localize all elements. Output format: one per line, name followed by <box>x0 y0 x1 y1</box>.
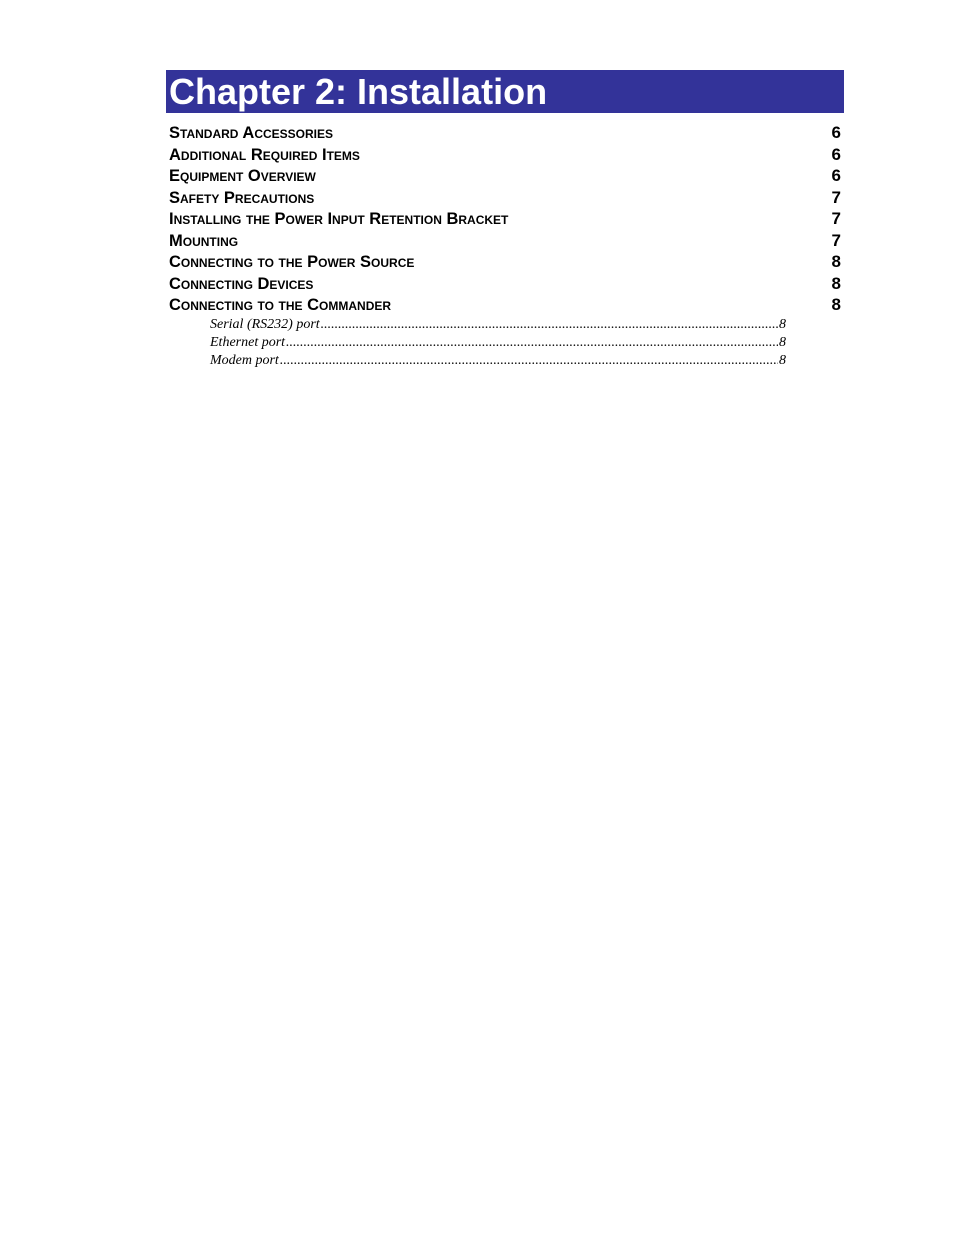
toc-entry-page: 7 <box>831 187 841 207</box>
toc-entry-page: 8 <box>831 295 841 314</box>
toc-dot-leader <box>321 316 778 334</box>
toc-entry-connecting-power-source[interactable] <box>169 251 842 273</box>
toc-subentry-ethernet-port[interactable] <box>210 334 786 352</box>
toc-subentry-title: Modem port <box>210 353 279 369</box>
toc-entry-safety-precautions[interactable] <box>169 187 842 209</box>
toc-entry-standard-accessories[interactable] <box>169 122 842 144</box>
toc-entry-additional-required-items[interactable] <box>169 144 842 166</box>
toc-subentry-title: Serial (RS232) port <box>210 316 320 332</box>
toc-subentry-page: 8 <box>779 316 786 332</box>
toc-entry-page: 6 <box>831 144 841 164</box>
toc-entry-connecting-commander[interactable] <box>169 294 842 316</box>
toc-subentry-title: Ethernet port <box>210 334 286 350</box>
toc-dot-leader <box>280 352 778 370</box>
toc-entry-title: Standard Accessories <box>169 124 334 142</box>
toc-entry-page: 6 <box>831 166 841 185</box>
toc-entry-page: 7 <box>831 230 841 250</box>
toc-entry-title: Mounting <box>169 231 239 250</box>
toc-subentry-serial-port[interactable] <box>210 316 786 334</box>
chapter-title: Chapter 2: Installation <box>169 71 548 112</box>
toc-entry-page: 7 <box>831 209 841 228</box>
toc-entry-title: Connecting Devices <box>169 274 314 293</box>
toc-subentry-page: 8 <box>779 334 786 350</box>
toc-entry-title: Safety Precautions <box>169 188 315 207</box>
toc-entry-title: Additional Required Items <box>169 145 360 164</box>
table-of-contents <box>169 122 842 370</box>
toc-subentry-modem-port[interactable] <box>210 352 786 370</box>
toc-entry-page: 8 <box>831 252 841 271</box>
toc-entry-equipment-overview[interactable] <box>169 165 842 187</box>
chapter-banner <box>166 70 844 113</box>
toc-entry-title: Equipment Overview <box>169 167 316 185</box>
toc-entry-page: 8 <box>831 273 841 293</box>
toc-entry-page: 6 <box>831 123 841 142</box>
toc-entry-mounting[interactable] <box>169 230 842 252</box>
toc-entry-installing-bracket[interactable] <box>169 208 842 230</box>
toc-entry-title: Connecting to the Power Source <box>169 253 415 271</box>
toc-subentry-page: 8 <box>779 353 786 369</box>
toc-dot-leader <box>286 334 778 352</box>
toc-entry-title: Installing the Power Input Retention Bracket <box>169 210 509 228</box>
toc-entry-connecting-devices[interactable] <box>169 273 842 295</box>
toc-entry-title: Connecting to the Commander <box>169 296 392 314</box>
